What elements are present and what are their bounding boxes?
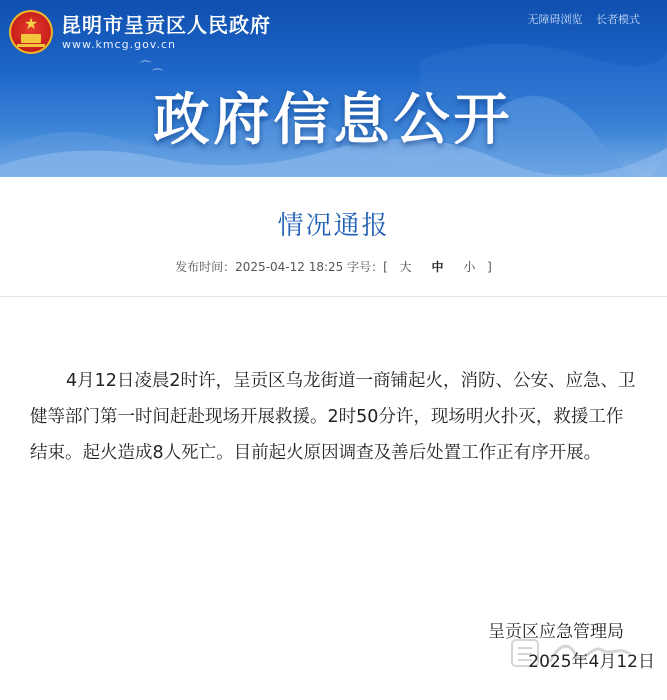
banner-title: 政府信息公开 (153, 88, 514, 153)
site-url: www.kmcg.gov.cn (62, 38, 176, 51)
divider (0, 296, 667, 297)
font-size-small-button[interactable]: 小 (463, 260, 476, 274)
article-body: 4月12日凌晨2时许，呈贡区乌龙街道一商铺起火，消防、公安、应急、卫健等部门第一时间赶赴现场开展救援。2时50分许，现场明火扑灭，救援工作结束。起火造成8人死亡。目前起火原因调查及善后处置工作正有序开展。 (30, 371, 636, 463)
bird-icon: ⌒ (140, 60, 151, 73)
accessibility-link[interactable]: 无障碍浏览 (527, 13, 583, 26)
font-size-medium-button[interactable]: 中 (431, 260, 444, 274)
font-size-large-button[interactable]: 大 (399, 260, 412, 274)
header-banner (0, 0, 667, 177)
site-name[interactable]: 昆明市呈贡区人民政府 (61, 13, 271, 37)
meta-bracket-close: ] (487, 260, 492, 274)
publish-time: 发布时间：2025-04-12 18:25 字号：[ (175, 260, 388, 274)
national-emblem-icon: ★ (9, 10, 53, 54)
article-title: 情况通报 (277, 211, 390, 241)
publish-date: 2025年4月12日 (528, 652, 655, 672)
signature: 呈贡区应急管理局 (488, 622, 624, 642)
article-meta (0, 258, 667, 276)
bird-icon: ⌒ (152, 68, 163, 81)
elder-mode-link[interactable]: 长者模式 (596, 13, 640, 26)
header-tools (518, 11, 641, 27)
